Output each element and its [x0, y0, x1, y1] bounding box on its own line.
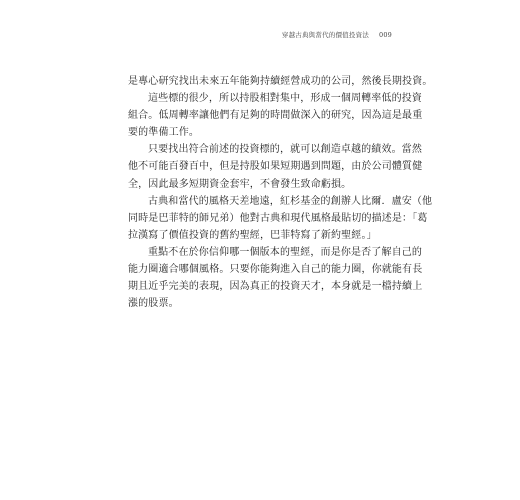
paragraph-1 [128, 73, 433, 90]
text-line: 組合。低周轉率讓他們有足夠的時間做深入的研究，因為這是最重 [128, 110, 423, 122]
text-line: 漲的股票。 [128, 298, 179, 310]
text-line: 古典和當代的風格天差地遠，紅杉基金的創辦人比爾．盧安（他 [148, 195, 433, 207]
text-line: 全，因此最多短期資金套牢，不會發生致命虧損。 [128, 178, 352, 190]
paragraph-5 [128, 244, 423, 312]
paragraph-4 [128, 193, 433, 244]
text-line: 期且近乎完美的表現，因為真正的投資天才，本身就是一檔持續上 [128, 281, 423, 293]
text-line: 拉漢寫了價值投資的舊約聖經，巴菲特寫了新約聖經。」 [128, 229, 377, 241]
text-line: 重點不在於你信仰哪一個版本的聖經，而是你是否了解自己的 [148, 246, 423, 258]
running-title: 穿越古典與當代的價值投資法 [281, 31, 369, 39]
text-line: 要的準備工作。 [128, 127, 200, 139]
running-header [282, 30, 392, 39]
text-line: 同時是巴菲特的師兄弟）他對古典和現代風格最貼切的描述是：「葛 [128, 212, 428, 224]
paragraph-2 [128, 90, 423, 141]
text-line: 只要找出符合前述的投資標的，就可以創造卓越的績效。當然 [148, 144, 423, 156]
text-line: 這些標的很少，所以持股相對集中，形成一個周轉率低的投資 [148, 93, 423, 105]
text-line: 能力圈適合哪個風格。只要你能夠進入自己的能力圈，你就能有長 [128, 264, 423, 276]
text-line: 是專心研究找出未來五年能夠持續經營成功的公司，然後長期投資。 [128, 76, 433, 87]
page-number: 009 [378, 31, 392, 39]
body-text [128, 73, 433, 312]
text-line: 他不可能百發百中，但是持股如果短期遇到問題，由於公司體質健 [128, 161, 423, 173]
paragraph-3 [128, 141, 423, 192]
